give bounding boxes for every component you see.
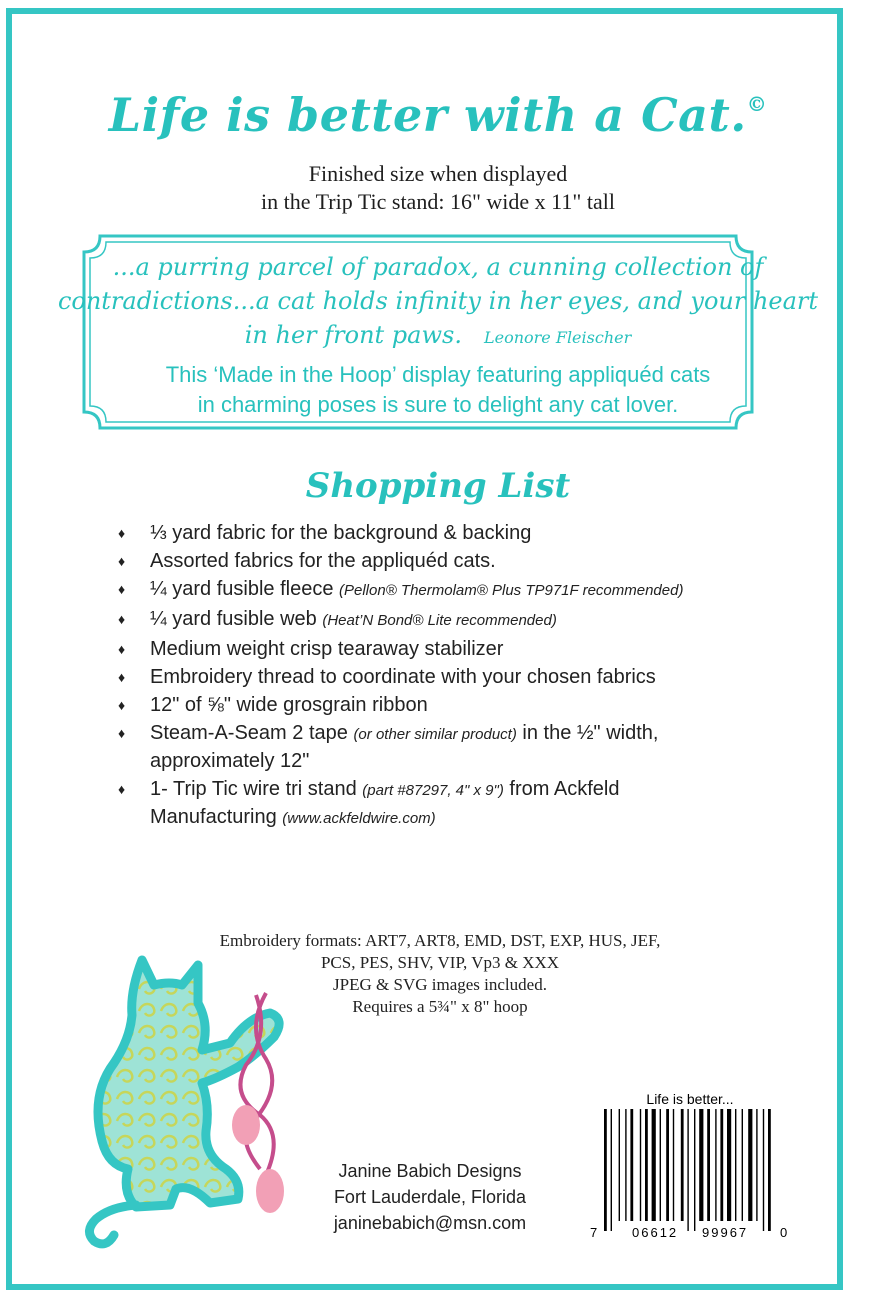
bullet-icon: ♦ [118,669,126,685]
barcode-bar [619,1109,620,1221]
bullet-icon: ♦ [118,781,126,797]
item-note-url: (www.ackfeldwire.com) [282,810,436,827]
designer-info [300,1158,560,1236]
barcode-bar [673,1109,674,1221]
barcode-bar [756,1109,757,1221]
list-item [118,636,718,662]
item-note: (Heat’N Bond® Lite recommended) [322,612,557,629]
list-item [118,576,718,604]
cat-quote [0,250,876,355]
formats-line2: PCS, PES, SHV, VIP, Vp3 & XXX [320,953,560,972]
barcode-bar [748,1109,752,1221]
barcode-bar [742,1109,743,1221]
item-note: (part #87297, 4" x 9") [362,782,504,799]
bullet-icon: ♦ [118,525,126,541]
list-item [118,692,718,718]
barcode-bar [660,1109,661,1221]
blurb-line2: in charming poses is sure to delight any cat lover. [197,392,679,417]
bullet-icon: ♦ [118,581,126,597]
bullet-icon: ♦ [118,611,126,627]
copyright-mark: © [746,91,768,116]
cat-silhouette [98,960,279,1207]
finished-size-line2: in the Trip Tic stand: 16" wide x 11" tall [261,189,615,214]
barcode-bars [590,1109,790,1239]
barcode-digit-last: 0 [780,1225,788,1240]
item-note: (or other similar product) [353,726,517,743]
barcode-bar [625,1109,626,1221]
barcode-bar [763,1109,764,1231]
barcode-bar [666,1109,669,1221]
item-text: Steam-A-Seam 2 tape [150,722,354,744]
barcode-digits-left: 06612 [632,1225,679,1240]
finished-size [0,160,876,216]
bullet-icon: ♦ [118,725,126,741]
barcode-bar [687,1109,688,1231]
barcode-bar [720,1109,723,1221]
barcode-bar [604,1109,607,1231]
barcode-bar [715,1109,716,1221]
barcode-bar [727,1109,731,1221]
item-note: (Pellon® Thermolam® Plus TP971F recommended) [339,582,684,599]
list-item [118,520,718,546]
list-item [118,776,718,832]
quote-line1: ...a purring parcel of paradox, a cunning collection of [112,253,764,281]
item-tail: from Ackfeld Manufacturing [150,778,620,828]
item-text: ¼ yard fusible web [150,608,323,630]
barcode-bar [694,1109,695,1231]
mouse-two [256,1169,284,1213]
barcode-bar [611,1109,612,1231]
list-item [118,548,718,574]
item-text: Embroidery thread to coordinate with your chosen fabrics [150,666,656,688]
item-text: Medium weight crisp tearaway stabilizer [150,638,504,660]
item-tail: in the ½" width, approximately 12" [150,722,659,772]
list-item [118,606,718,634]
item-text: ¼ yard fusible fleece [150,578,339,600]
barcode [590,1091,790,1241]
barcode-bar [681,1109,684,1221]
barcode-digits-right: 99967 [702,1225,749,1240]
designer-name: Janine Babich Designs [338,1161,522,1181]
item-text: ⅓ yard fabric for the background & backing [150,522,532,544]
quote-line2: contradictions...a cat holds infinity in her eyes, and your heart [57,287,819,315]
page-title [0,88,876,142]
barcode-bar [699,1109,703,1221]
cat-with-mice-illustration [70,955,310,1255]
mouse-one [232,1105,260,1145]
shopping-list-title: Shopping List [305,466,571,506]
item-text: Assorted fabrics for the appliquéd cats. [150,550,496,572]
formats-line1: Embroidery formats: ART7, ART8, EMD, DST, EXP, HUS, JEF, [219,931,661,950]
cat-tail [89,1205,136,1244]
formats-line3: JPEG & SVG images included. [333,975,547,994]
bullet-icon: ♦ [118,553,126,569]
list-item [118,664,718,690]
blurb-line1: This ‘Made in the Hoop’ display featuring appliquéd cats [165,362,711,387]
shopping-list [118,520,718,834]
barcode-bar [652,1109,656,1221]
barcode-bar [768,1109,771,1231]
barcode-caption: Life is better... [646,1091,734,1107]
quote-line3: in her front paws. [244,321,462,349]
formats-line4: Requires a 5¾" x 8" hoop [352,997,528,1016]
quote-author: Leonore Fleischer [483,328,632,347]
list-item [118,720,718,774]
designer-email: janinebabich@msn.com [333,1213,527,1233]
designer-location: Fort Lauderdale, Florida [333,1187,527,1207]
bullet-icon: ♦ [118,641,126,657]
barcode-bar [640,1109,641,1221]
product-blurb [0,360,876,420]
barcode-bar [735,1109,736,1221]
title-text: Life is better with a Cat. [108,88,747,142]
finished-size-line1: Finished size when displayed [308,161,568,186]
barcode-bar [630,1109,633,1221]
barcode-digit-first: 7 [590,1225,598,1240]
barcode-bar [707,1109,710,1221]
item-text: 12" of ⅝" wide grosgrain ribbon [150,694,428,716]
item-text: 1- Trip Tic wire tri stand [150,778,363,800]
bullet-icon: ♦ [118,697,126,713]
barcode-bar [645,1109,648,1221]
